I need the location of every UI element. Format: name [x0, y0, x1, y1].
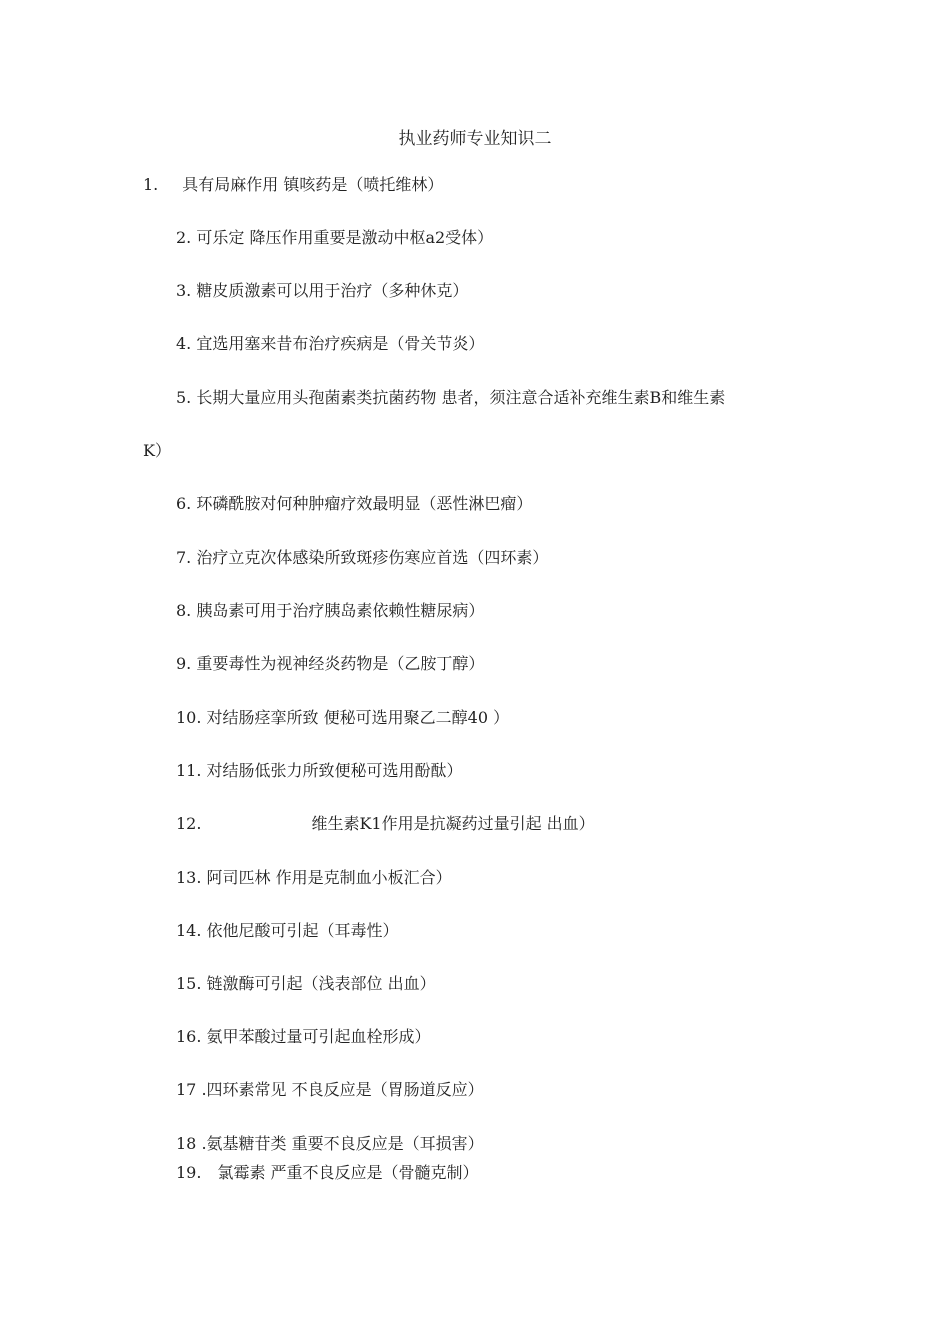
list-item — [176, 705, 509, 728]
item-number: 15. — [176, 974, 202, 993]
item-number: 7. — [176, 548, 192, 567]
list-item — [176, 1077, 484, 1100]
item-text: 环磷酰胺对何种肿瘤疗效最明显（恶性淋巴瘤） — [196, 494, 533, 513]
item-number: 18 . — [176, 1134, 207, 1153]
item-number: 9. — [176, 654, 192, 673]
list-item — [176, 491, 532, 514]
item-number: 11. — [176, 761, 202, 780]
item-number: 19. — [176, 1163, 202, 1182]
list-item — [176, 971, 436, 994]
list-item — [176, 651, 484, 674]
item-number: 5. — [176, 388, 192, 407]
item-text: 糖皮质激素可以用于治疗（多种休克） — [196, 281, 469, 300]
list-item — [176, 758, 463, 781]
list-item — [176, 811, 595, 834]
item-number: 14. — [176, 921, 202, 940]
item-text: 阿司匹林 作用是克制血小板汇合） — [206, 868, 452, 887]
list-item — [176, 545, 548, 568]
item-text: 氯霉素 严重不良反应是（骨髓克制） — [217, 1163, 479, 1182]
item-number: 17 . — [176, 1080, 207, 1099]
item-number: 3. — [176, 281, 192, 300]
list-item — [176, 918, 399, 941]
item-text: 具有局麻作用 镇咳药是（喷托维林） — [182, 175, 444, 194]
item-text: 维生素K1作用是抗凝药过量引起 出血） — [311, 814, 595, 833]
list-item — [176, 1131, 484, 1154]
item-number: 13. — [176, 868, 202, 887]
item-number: 4. — [176, 334, 192, 353]
item-number: 10. — [176, 708, 202, 727]
item-number: 2. — [176, 228, 192, 247]
item-text: 治疗立克次体感染所致斑疹伤寒应首选（四环素） — [196, 548, 549, 567]
list-item — [176, 865, 452, 888]
list-item — [176, 278, 468, 301]
list-item — [143, 172, 443, 195]
page-title: 执业药师专业知识二 — [398, 129, 552, 149]
item-text: 氨基糖苷类 重要不良反应是（耳损害） — [206, 1134, 484, 1153]
list-item — [176, 1160, 479, 1183]
item-text: 胰岛素可用于治疗胰岛素依赖性糖尿病） — [196, 601, 485, 620]
item-text: 四环素常见 不良反应是（胃肠道反应） — [206, 1080, 484, 1099]
list-item — [176, 1024, 431, 1047]
list-item-continuation: K） — [143, 441, 171, 460]
item-text: 长期大量应用头孢菌素类抗菌药物 患者，须注意合适补充维生素B和维生素 — [196, 388, 726, 407]
item-number: 6. — [176, 494, 192, 513]
item-text: 依他尼酸可引起（耳毒性） — [206, 921, 399, 940]
item-number: 8. — [176, 601, 192, 620]
item-number: 12. — [176, 814, 202, 833]
list-item — [176, 225, 493, 248]
item-text: 氨甲苯酸过量可引起血栓形成） — [206, 1027, 431, 1046]
item-text: 可乐定 降压作用重要是激动中枢a2受体） — [196, 228, 494, 247]
item-text: 链激酶可引起（浅表部位 出血） — [206, 974, 436, 993]
item-text: 对结肠低张力所致便秘可选用酚酞） — [206, 761, 463, 780]
list-item — [176, 331, 484, 354]
list-item — [176, 385, 725, 408]
item-text: 重要毒性为视神经炎药物是（乙胺丁醇） — [196, 654, 485, 673]
item-text: 对结肠痉挛所致 便秘可选用聚乙二醇40 ） — [206, 708, 510, 727]
item-number: 1. — [143, 175, 159, 194]
list-item — [176, 598, 484, 621]
item-text: 宜选用塞来昔布治疗疾病是（骨关节炎） — [196, 334, 485, 353]
item-number: 16. — [176, 1027, 202, 1046]
